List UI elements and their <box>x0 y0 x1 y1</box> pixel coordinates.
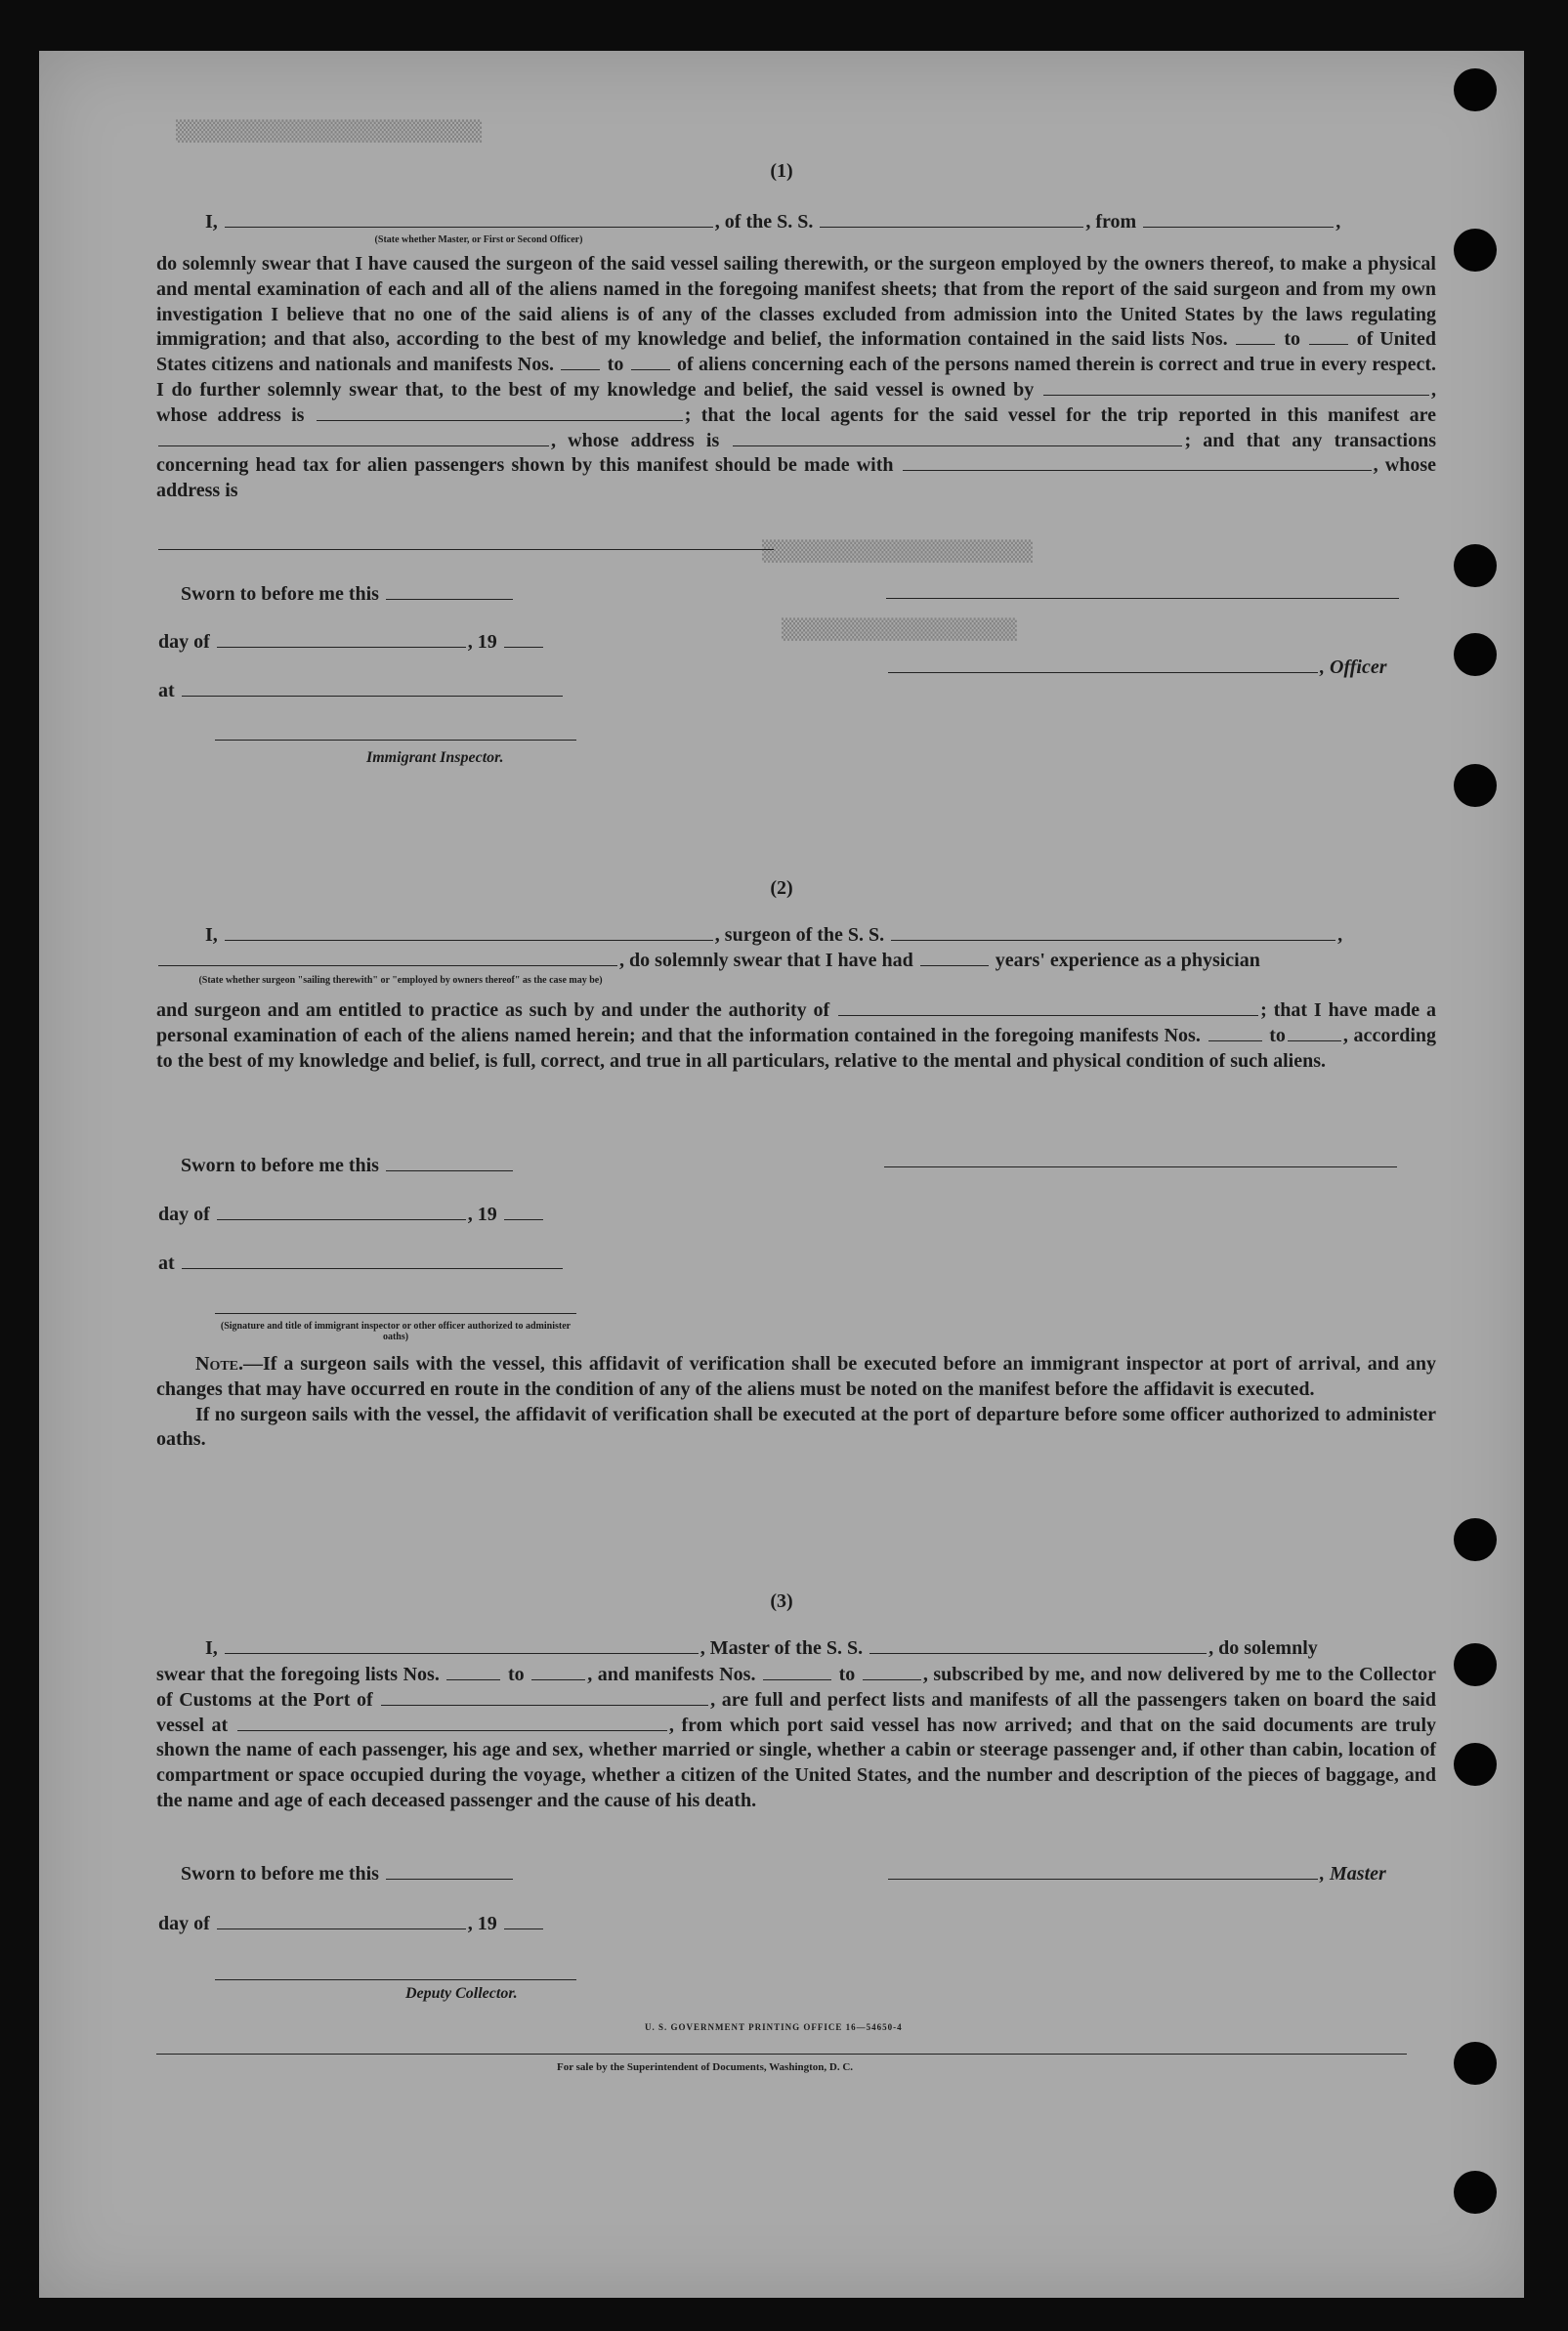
master-signature-field[interactable] <box>888 1878 1318 1880</box>
agents-address-field[interactable] <box>733 445 1182 446</box>
sworn-date-field-2[interactable] <box>386 1169 513 1171</box>
master-name-line: I, , Master of the S. S. , do solemnly <box>205 1637 1318 1659</box>
bleed-through-text: ▒▒▒▒▒▒▒▒▒▒▒▒▒▒▒▒▒▒▒▒▒▒▒▒▒▒ <box>176 119 483 143</box>
surgeon-name-field[interactable] <box>225 939 713 941</box>
master-lists-from-field[interactable] <box>446 1678 500 1680</box>
affidavit-2-body: and surgeon and am entitled to practice as such by and under the authority of ; that I have made a personal examination of each of the aliens named herein; and that the information contained in the foregoing manifests Nos. to , according to the best of my knowledge and belief, is full, correct, and true in all particulars, relative to the mental and physical condition of such aliens. <box>156 999 1436 1072</box>
surgeon-manifests-from-field[interactable] <box>1208 1039 1262 1041</box>
affidavit-1-heading: (1) <box>770 160 793 182</box>
manifests-to-field[interactable] <box>631 368 670 370</box>
binder-hole <box>1454 544 1497 587</box>
binder-hole <box>1454 229 1497 272</box>
sworn-line-3: Sworn to before me this <box>181 1863 515 1886</box>
binder-hole <box>1454 68 1497 111</box>
year-field-3[interactable] <box>504 1928 543 1929</box>
year-field[interactable] <box>504 646 543 648</box>
master-manifests-from-field[interactable] <box>763 1678 831 1680</box>
manifests-from-field[interactable] <box>561 368 600 370</box>
affidavit-3-body: swear that the foregoing lists Nos. to , and manifests Nos. to , subscribed by me, and now delivered by me to the Collector of Customs at the Port of , are full and perfect lists and manifests of all the passengers taken on board the said vessel at , from which port said vessel has now arrived; and that on the said documents are truly shown the name of each passenger, his age and sex, whether married or single, whether a cabin or steerage passenger and, if other than cabin, location of compartment or space occupied during the voyage, whether a citizen of the United States, and the number and description of the pieces of baggage, and the name and age of each deceased passenger and the cause of his death. <box>156 1664 1437 1811</box>
owner-address-field[interactable] <box>317 419 683 421</box>
master-lists-to-field[interactable] <box>531 1678 585 1680</box>
affidavit-1-body: do solemnly swear that I have caused the surgeon of the said vessel sailing therewith, or the surgeon employed by the owners thereof, to make a physical and mental examination of each and all of the aliens named in the foregoing manifest sheets; that from the report of the said surgeon and from my own investigation I believe that no one of the said aliens is of any of the classes excluded from admission into the United States by the laws regulating immigration; and that also, according to the best of my knowledge and belief, the information contained in the said lists Nos. to of United States citizens and nationals and manifests Nos. to of aliens concerning each of the persons named therein is correct and true in every respect. I do further solemnly swear that, to the best of my knowledge and belief, the said vessel is owned by , whose address is ; that the local agents for the said vessel for the trip reported in this manifest are , whose address is ; and that any transactions concerning head tax for alien passengers shown by this manifest should be made with , whose address is <box>156 253 1437 502</box>
port-of-arrival-field[interactable] <box>381 1704 708 1706</box>
day-of-line-3: day of , 19 <box>158 1913 545 1935</box>
surgeon-experience-line: , do solemnly swear that I have had years' experience as a physician <box>156 950 1260 972</box>
authorized-officer-signature-field[interactable] <box>215 1313 576 1314</box>
master-name-field[interactable] <box>225 1652 699 1654</box>
master-caption: (State whether Master, or First or Second Officer) <box>374 234 583 245</box>
day-of-month-field-3[interactable] <box>217 1928 466 1929</box>
day-of-line-1: day of , 19 <box>158 631 545 654</box>
at-line-2: at <box>158 1252 565 1275</box>
at-line-1: at <box>158 680 565 702</box>
surgeon-manifests-to-field[interactable] <box>1288 1039 1341 1041</box>
authorized-officer-caption: (Signature and title of immigrant inspector or other officer authorized to administer oaths) <box>220 1321 572 1342</box>
deputy-collector-signature-field[interactable] <box>215 1979 576 1980</box>
for-sale-notice: For sale by the Superintendent of Documents, Washington, D. C. <box>557 2061 854 2073</box>
binder-hole <box>1454 2171 1497 2214</box>
gpo-imprint: U. S. GOVERNMENT PRINTING OFFICE 16—54650-4 <box>645 2022 903 2032</box>
lists-from-field[interactable] <box>1236 343 1275 345</box>
year-field-2[interactable] <box>504 1218 543 1220</box>
officer-title-line: , Officer <box>886 657 1387 679</box>
surgeon-status-field[interactable] <box>158 964 617 966</box>
footer-rule <box>156 2054 1407 2055</box>
binder-hole <box>1454 1743 1497 1786</box>
inspector-caption: Immigrant Inspector. <box>366 749 504 766</box>
day-of-month-field-2[interactable] <box>217 1218 466 1220</box>
local-agents-field[interactable] <box>158 445 549 446</box>
day-of-line-2: day of , 19 <box>158 1204 545 1226</box>
lists-to-field[interactable] <box>1309 343 1348 345</box>
owner-field[interactable] <box>1043 394 1429 396</box>
vessel-name-field[interactable] <box>820 226 1083 228</box>
authority-field[interactable] <box>838 1014 1258 1016</box>
officer-title-field[interactable] <box>888 671 1318 673</box>
manifest-back-page <box>39 51 1524 2298</box>
note-block: Note.—If a surgeon sails with the vessel, this affidavit of verification shall be executed before an immigrant inspector at port of arrival, and any changes that may have occurred en route in the condition of any of the aliens must be noted on the manifest before the affidavit is executed. If no surgeon sails with the vessel, the affidavit of verification shall be executed at the port of departure before some officer authorized to administer oaths. <box>156 1353 1436 1451</box>
at-place-field-2[interactable] <box>182 1267 563 1269</box>
bleed-through-text: ▒▒▒▒▒▒▒▒▒▒▒▒▒▒▒▒▒▒▒▒▒▒▒ <box>762 539 1033 563</box>
officer-signature-field[interactable] <box>886 598 1399 599</box>
affidavit-1-name-line: I, , of the S. S. , from , <box>205 211 1341 233</box>
head-tax-address-field[interactable] <box>158 549 774 550</box>
master-signature-line: , Master <box>886 1863 1386 1886</box>
binder-hole <box>1454 2042 1497 2085</box>
binder-hole <box>1454 1643 1497 1686</box>
note-label: Note. <box>195 1353 244 1375</box>
head-tax-party-field[interactable] <box>903 469 1372 471</box>
inspector-signature-field[interactable] <box>215 740 576 741</box>
binder-hole <box>1454 633 1497 676</box>
master-manifests-to-field[interactable] <box>863 1678 921 1680</box>
day-of-month-field[interactable] <box>217 646 466 648</box>
deputy-collector-caption: Deputy Collector. <box>405 1985 518 2002</box>
sworn-date-field-3[interactable] <box>386 1878 513 1880</box>
sworn-line-2: Sworn to before me this <box>181 1155 515 1177</box>
master-vessel-field[interactable] <box>869 1652 1207 1654</box>
affidavit-3-heading: (3) <box>770 1590 793 1612</box>
binder-hole <box>1454 1518 1497 1561</box>
officer-name-field[interactable] <box>225 226 713 228</box>
bleed-through-text: ▒▒▒▒▒▒▒▒▒▒▒▒▒▒▒▒▒▒▒▒ <box>782 617 1017 641</box>
sworn-line-1: Sworn to before me this <box>181 583 515 606</box>
surgeon-caption: (State whether surgeon "sailing therewith" or "employed by owners thereof" as the case may be) <box>198 975 603 986</box>
surgeon-vessel-field[interactable] <box>891 939 1335 941</box>
sworn-date-field[interactable] <box>386 598 513 600</box>
binder-hole <box>1454 764 1497 807</box>
at-place-field[interactable] <box>182 695 563 697</box>
port-of-embarkation-field[interactable] <box>237 1729 667 1731</box>
affidavit-2-heading: (2) <box>770 877 793 899</box>
departure-port-field[interactable] <box>1143 226 1334 228</box>
surgeon-signature-field[interactable] <box>884 1166 1397 1167</box>
surgeon-name-line: I, , surgeon of the S. S. , <box>205 924 1343 946</box>
years-field[interactable] <box>920 964 989 966</box>
